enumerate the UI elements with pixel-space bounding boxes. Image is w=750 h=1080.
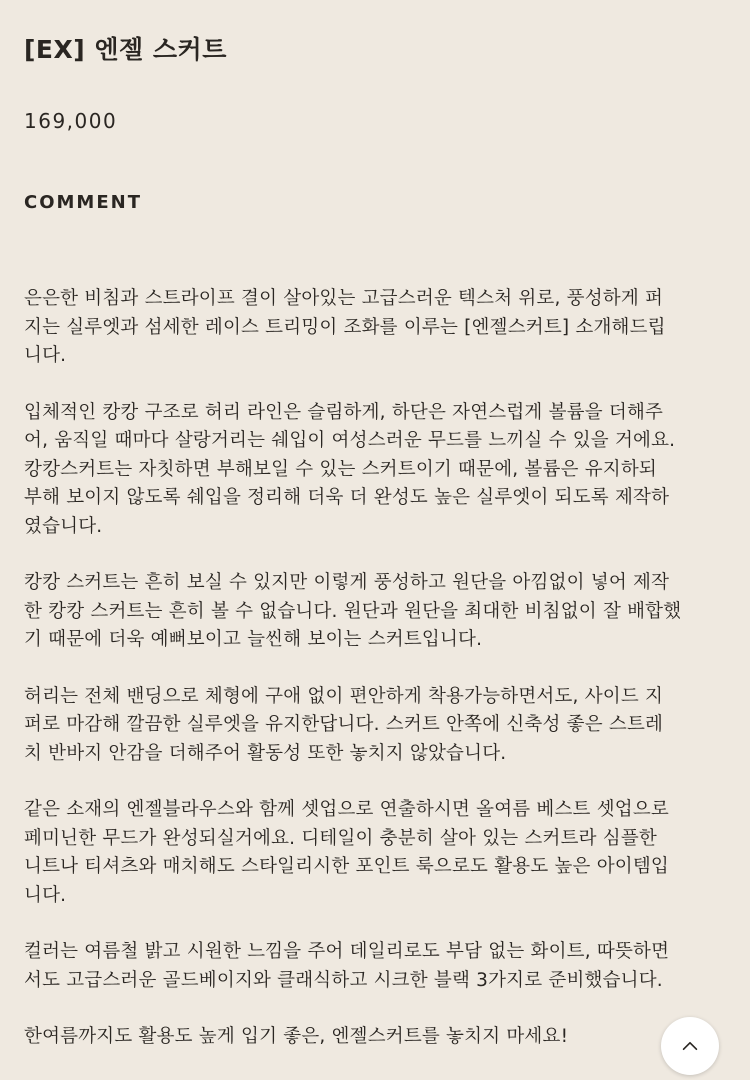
description-line: 한 캉캉 스커트는 흔히 볼 수 없습니다. 원단과 원단을 최대한 비침없이 잘 배합했 bbox=[24, 600, 682, 622]
description-line: 한여름까지도 활용도 높게 입기 좋은, 엔젤스커트를 놓치지 마세요! bbox=[24, 1026, 569, 1047]
description-line: 였습니다. bbox=[24, 515, 103, 537]
description-line: 컬러는 여름철 밝고 시원한 느낌을 주어 데일리로도 부담 없는 화이트, 따뜻하면 bbox=[24, 941, 670, 962]
product-title: [EX] 엔젤 스커트 bbox=[24, 35, 227, 64]
description-line: 지는 실루엣과 섬세한 레이스 트리밍이 조화를 이루는 [엔젤스커트] 소개해드립 bbox=[24, 316, 666, 338]
description-line: 퍼로 마감해 깔끔한 실루엣을 유지한답니다. 스커트 안쪽에 신축성 좋은 스트레 bbox=[24, 714, 664, 735]
description-paragraph bbox=[24, 796, 724, 910]
description-line: 서도 고급스러운 골드베이지와 클래식하고 시크한 블랙 3가지로 준비했습니다. bbox=[24, 969, 663, 991]
comment-heading: COMMENT bbox=[24, 192, 142, 213]
description-line: 허리는 전체 밴딩으로 체형에 구애 없이 편안하게 착용가능하면서도, 사이드 지 bbox=[24, 685, 664, 707]
description-line: 치 반바지 안감을 더해주어 활동성 또한 놓치지 않았습니다. bbox=[24, 742, 507, 764]
description-line: 은은한 비침과 스트라이프 결이 살아있는 고급스러운 텍스처 위로, 풍성하게 퍼 bbox=[24, 288, 664, 309]
description-line: 니다. bbox=[24, 884, 67, 906]
description-line: 기 때문에 더욱 예뻐보이고 늘씬해 보이는 스커트입니다. bbox=[24, 629, 483, 650]
description-paragraph bbox=[24, 285, 724, 371]
description-line: 캉캉 스커트는 흔히 보실 수 있지만 이렇게 풍성하고 원단을 아낌없이 넣어 제작 bbox=[24, 572, 670, 593]
description-line: 어, 움직일 때마다 살랑거리는 쉐입이 여성스러운 무드를 느끼실 수 있을 거에요. bbox=[24, 430, 676, 451]
chevron-up-icon bbox=[679, 1035, 701, 1057]
description-paragraph bbox=[24, 569, 724, 655]
product-description bbox=[24, 285, 724, 1080]
description-paragraph bbox=[24, 1023, 724, 1052]
scroll-to-top-button[interactable] bbox=[661, 1017, 719, 1075]
description-line: 입체적인 캉캉 구조로 허리 라인은 슬림하게, 하단은 자연스럽게 볼륨을 더해주 bbox=[24, 401, 664, 423]
description-line: 캉캉스커트는 자칫하면 부해보일 수 있는 스커트이기 때문에, 볼륨은 유지하되 bbox=[24, 458, 658, 480]
description-line: 니트나 티셔츠와 매치해도 스타일리시한 포인트 룩으로도 활용도 높은 아이템입 bbox=[24, 856, 669, 877]
description-paragraph bbox=[24, 399, 724, 542]
description-line: 니다. bbox=[24, 345, 67, 366]
description-line: 페미닌한 무드가 완성되실거에요. 디테일이 충분히 살아 있는 스커트라 심플한 bbox=[24, 827, 658, 849]
description-line: 같은 소재의 엔젤블라우스와 함께 셋업으로 연출하시면 올여름 베스트 셋업으로 bbox=[24, 799, 669, 820]
description-paragraph bbox=[24, 938, 724, 995]
description-paragraph bbox=[24, 683, 724, 769]
description-line: 부해 보이지 않도록 쉐입을 정리해 더욱 더 완성도 높은 실루엣이 되도록 제작하 bbox=[24, 487, 670, 508]
product-price: 169,000 bbox=[24, 109, 118, 133]
